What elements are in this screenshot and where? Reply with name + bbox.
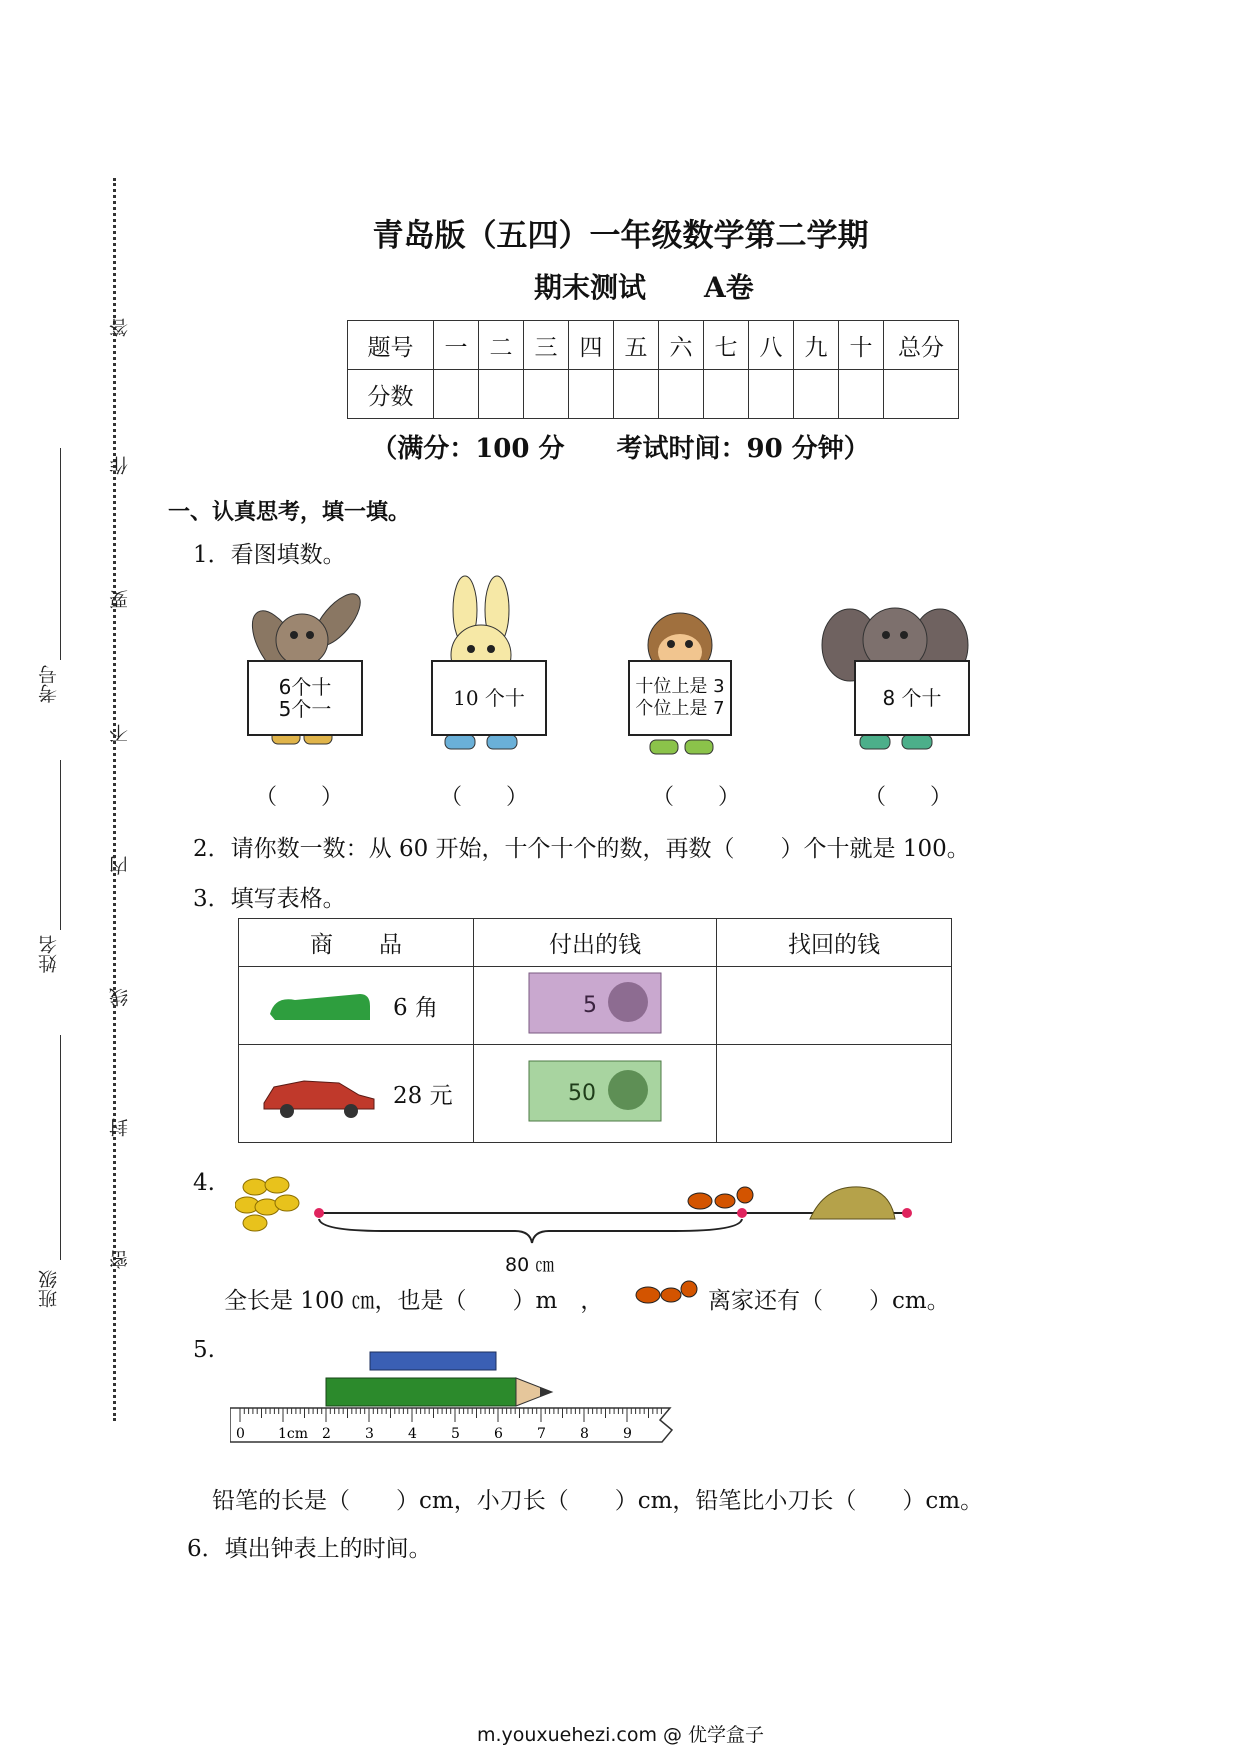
binding-dotted-line [113, 178, 116, 1421]
note-value: 5 [583, 992, 597, 1018]
toy-car-icon [259, 1069, 379, 1119]
field-label-name: 姓名 [38, 935, 60, 973]
answer-blank[interactable]: （ ） [864, 785, 953, 810]
binding-char: 不 [109, 724, 131, 743]
score-cell: 六 [659, 321, 704, 370]
table-header: 付出的钱 [474, 919, 717, 967]
ruler-tick-label: 5 [451, 1426, 460, 1442]
score-input-cell[interactable] [569, 370, 614, 419]
binding-char: 内 [109, 856, 131, 875]
table-cell-item [239, 967, 474, 1045]
score-input-cell[interactable] [524, 370, 569, 419]
sign-line: 6个十 [278, 675, 332, 699]
score-cell: 总分 [884, 321, 959, 370]
ruler-tick-label: 0 [236, 1426, 245, 1442]
table-cell-change[interactable] [717, 1045, 952, 1143]
banknote-5-icon [528, 972, 662, 1034]
ruler-tick-label: 6 [494, 1426, 503, 1442]
answer-blank[interactable]: （ ） [440, 785, 529, 810]
score-input-cell[interactable] [794, 370, 839, 419]
sign-line: 个位上是 7 [635, 698, 725, 719]
binding-char: 线 [109, 988, 131, 1007]
question-4-text-b: 离家还有（ ）cm。 [708, 1288, 950, 1314]
section-heading: 一、认真思考，填一填。 [168, 500, 411, 525]
table-cell-paid [474, 1045, 717, 1143]
binding-char: 要 [109, 590, 131, 609]
question-4-text-a: 全长是 100 ㎝，也是（ ）m ， [224, 1288, 604, 1314]
field-label-class: 班级 [38, 1270, 60, 1308]
score-cell: 八 [749, 321, 794, 370]
answer-blank[interactable]: （ ） [652, 785, 741, 810]
field-line-kaohao [60, 448, 61, 660]
score-input-cell[interactable] [749, 370, 794, 419]
measure-label: 80 ㎝ [505, 1254, 555, 1276]
ruler-tick-label: 7 [537, 1426, 546, 1442]
grain-pile-icon [235, 1177, 299, 1231]
score-cell: 三 [524, 321, 569, 370]
page-title: 青岛版（五四）一年级数学第二学期 [372, 218, 869, 254]
question-3: 3．填写表格。 [193, 886, 346, 912]
note-value: 50 [568, 1080, 596, 1106]
ruler-tick-label: 9 [623, 1426, 632, 1442]
score-input-cell[interactable] [479, 370, 524, 419]
ant-icon [633, 1275, 703, 1309]
question-5: 5. [193, 1337, 215, 1363]
page-subtitle: 期末测试 [534, 271, 647, 304]
sign-line: 8 个十 [882, 686, 942, 710]
question-6: 6．填出钟表上的时间。 [187, 1536, 432, 1562]
point-home [902, 1208, 912, 1218]
score-cell: 九 [794, 321, 839, 370]
sign-line: 5个一 [278, 697, 332, 721]
score-cell: 分数 [348, 370, 434, 419]
table-cell-item [239, 1045, 474, 1143]
comb-icon [265, 986, 375, 1026]
score-cell: 四 [569, 321, 614, 370]
question-4: 4. [193, 1170, 215, 1196]
binding-char: 封 [109, 1118, 131, 1137]
score-cell: 五 [614, 321, 659, 370]
question-5-text: 铅笔的长是（ ）cm，小刀长（ ）cm，铅笔比小刀长（ ）cm。 [212, 1488, 984, 1514]
table-cell-change[interactable] [717, 967, 952, 1045]
ruler-tick-label: 2 [322, 1426, 331, 1442]
sign-line: 十位上是 3 [635, 676, 725, 697]
banknote-50-icon [528, 1060, 662, 1122]
table-cell-paid [474, 967, 717, 1045]
sign-dog [247, 660, 363, 736]
ant-nest-icon [810, 1187, 895, 1219]
score-cell: 十 [839, 321, 884, 370]
distance-diagram [235, 1175, 975, 1260]
score-cell: 二 [479, 321, 524, 370]
binding-char: 作 [109, 456, 131, 475]
ruler-tick-label: 3 [365, 1426, 374, 1442]
score-cell: 题号 [348, 321, 434, 370]
exam-info: （满分：100 分 考试时间：90 分钟） [371, 434, 870, 464]
sign-line: 10 个十 [453, 686, 525, 710]
ruler-tick-label: 4 [408, 1426, 417, 1442]
brace [319, 1219, 742, 1243]
binding-char: 答 [109, 318, 131, 337]
score-input-cell[interactable] [704, 370, 749, 419]
sign-rabbit [431, 660, 547, 736]
score-cell: 一 [434, 321, 479, 370]
footer-watermark: m.youxuehezi.com @ 优学盒子 [476, 1724, 765, 1746]
paper-version: A卷 [704, 271, 754, 304]
sign-monkey [628, 660, 732, 736]
knife-icon [370, 1352, 496, 1370]
ruler-tick-label: 8 [580, 1426, 589, 1442]
question-2: 2．请你数一数：从 60 开始，十个十个的数，再数（ ）个十就是 100。 [193, 836, 970, 862]
point-ant [737, 1208, 747, 1218]
item-price: 28 元 [393, 1083, 453, 1109]
item-price: 6 角 [393, 995, 438, 1021]
score-table [347, 320, 959, 419]
pencil-icon [326, 1378, 552, 1406]
ruler-diagram [230, 1350, 680, 1450]
table-header: 商 品 [239, 919, 474, 967]
field-line-name [60, 760, 61, 930]
score-input-cell[interactable] [434, 370, 479, 419]
ruler-tick-label: 1cm [278, 1426, 309, 1442]
score-input-cell[interactable] [659, 370, 704, 419]
point-start [314, 1208, 324, 1218]
field-line-class [60, 1035, 61, 1260]
ant-icon [688, 1187, 753, 1209]
score-input-cell[interactable] [884, 370, 959, 419]
score-input-cell[interactable] [839, 370, 884, 419]
shopping-table [238, 918, 952, 1143]
binding-char: 密 [109, 1250, 131, 1269]
sign-elephant [854, 660, 970, 736]
answer-blank[interactable]: （ ） [255, 785, 344, 810]
score-cell: 七 [704, 321, 749, 370]
table-header: 找回的钱 [717, 919, 952, 967]
score-input-cell[interactable] [614, 370, 659, 419]
question-1: 1．看图填数。 [193, 542, 346, 568]
field-label-kaohao: 考号 [38, 665, 60, 703]
